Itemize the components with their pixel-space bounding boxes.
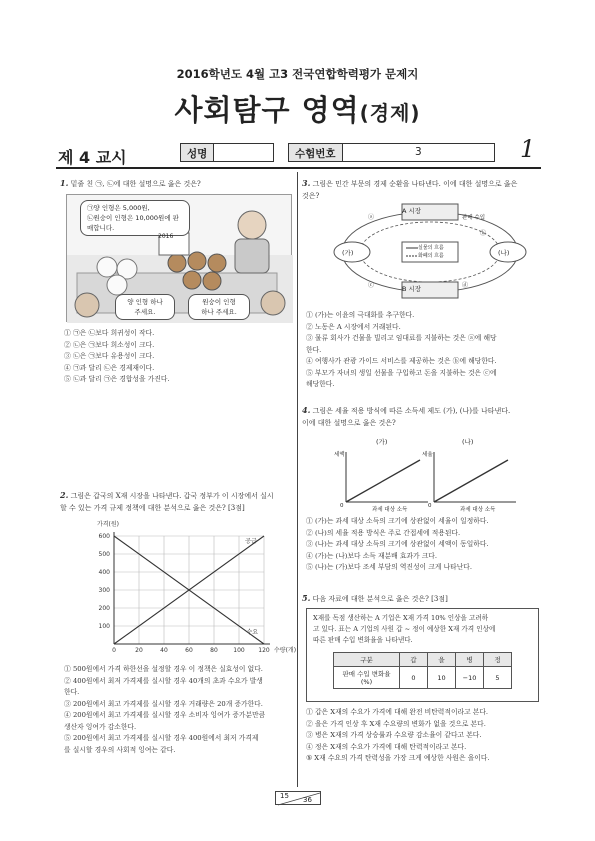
q1-options [64,328,170,386]
table-header-row [334,653,512,667]
q3-option[interactable]: ② 노동은 A 시장에서 거래된다. [306,322,401,331]
q4-graph-a-xlabel: 과세 대상 소득 [372,507,408,513]
q3-stem [302,178,542,202]
subject-main: 사회탐구 영역 [174,93,360,127]
q5-stem [302,593,542,606]
column-divider [297,172,298,787]
x-tick-label: 120 [258,647,270,654]
q2-stem [60,490,296,514]
session-label: 제 4 교시 [58,148,127,167]
q5-stem-text: 다음 자료에 대한 분석으로 옳은 것은? [3점] [312,595,448,603]
q2-option[interactable]: ③ 200원에서 최고 가격제를 실시할 경우 거래량은 20개 증가한다. [64,699,263,708]
q1-stem-text: 밑줄 친 ㉠, ㉡에 대한 설명으로 옳은 것은? [70,180,201,188]
q1-bubble-left-line-1: 양 인형 하나 [127,298,163,306]
q2-option-cont: 한다. [64,688,80,696]
x-tick-label: 40 [160,647,168,654]
q3-option[interactable]: ③ 물류 회사가 건물을 빌리고 임대료를 지불하는 것은 ⓐ에 해당 [306,334,497,342]
q1-bubble-left [115,294,175,320]
q4-graph-a-ylabel: 세액 [334,452,345,458]
table-header-cell: 구분 [334,653,400,667]
y-tick-label: 100 [98,623,110,630]
q3-label-b: ⓑ [480,230,487,237]
q1-option[interactable]: ③ ㉡은 ㉠보다 유용성이 크다. [64,352,155,360]
q1-bubble-right-line-1: 원숭이 인형 [202,298,236,306]
q4-graph-b-title: (나) [462,438,474,446]
q2-number: 2. [60,490,69,500]
q5-option[interactable]: ⑤ X재 수요의 가격 탄력성을 가장 크게 예상한 사원은 을이다. [306,754,490,762]
q3-label-a: ⓐ [368,214,375,221]
q4-option[interactable]: ② (나)의 세율 적용 방식은 주로 간접세에 적용된다. [306,528,461,537]
footer-total: 36 [303,796,312,804]
y-tick-label: 400 [98,569,110,576]
q4-option[interactable]: ① (가)는 과세 대상 소득의 크기에 상관없이 세율이 일정하다. [306,517,489,525]
table-row [334,667,512,689]
q2-option-cont: 를 실시할 경우의 사회적 잉여는 같다. [64,745,176,754]
q3-node-left: (가) [342,249,354,257]
q5-option[interactable]: ② 을은 가격 인상 후 X재 수요량의 변화가 없을 것으로 본다. [306,719,486,728]
x-tick-label: 60 [185,647,193,654]
table-cell: 10 [428,667,456,689]
footer-page: 15 [280,792,289,800]
q3-option-cont: 해당한다. [306,380,335,388]
q3-label-c: ⓒ [368,282,375,289]
y-tick-label: 600 [98,533,110,540]
q3-market-a: A 시장 [402,207,422,215]
q2-option[interactable]: ① 500원에서 가격 하한선을 설정할 경우 이 정책은 실효성이 없다. [64,665,263,673]
q2-stem-line-2: 할 수 있는 가격 규제 정책에 대한 분석으로 옳은 것은? [3점] [60,503,245,512]
q3-legend-goods: 실물의 흐름 [418,245,444,251]
q1-bubble-left-line-2: 주세요. [134,308,156,316]
q4-graph-a-origin: 0 [340,503,344,509]
q5-box-line-1: X재를 독점 생산하는 A 기업은 X재 가격 10% 인상을 고려하 [313,614,489,622]
q3-option[interactable]: ① (가)는 이윤의 극대화를 추구한다. [306,311,415,319]
q4-graph-b-origin: 0 [428,503,432,509]
exam-number-label: 수험번호 [289,144,343,161]
q3-node-right: (나) [498,249,510,257]
q1-bubble-right-line-2: 하나 주세요. [201,308,237,316]
q4-graph-b [428,448,518,508]
q4-graph-a-title: (가) [376,438,388,446]
exam-number-value: 3 [414,146,422,158]
q2-option[interactable]: ⑤ 200원에서 최고 가격제를 실시할 경우 400원에서 최저 가격제 [64,734,259,742]
exam-title: 2016학년도 4월 고3 전국연합학력평가 문제지 [176,67,419,81]
q3-number: 3. [302,178,311,188]
table-cell: −10 [456,667,484,689]
q2-option[interactable]: ② 400원에서 최저 가격제를 실시할 경우 40개의 초과 수요가 발생 [64,676,263,685]
table-cell: 0 [400,667,428,689]
q3-option-cont: 한다. [306,345,322,354]
y-tick-label: 300 [98,587,110,594]
page-number: 1 [520,135,536,163]
q4-option[interactable]: ③ (나)는 과세 대상 소득의 크기에 상관없이 세액이 동일하다. [306,540,489,548]
q3-stem-line-2: 것은? [302,191,320,200]
name-label: 성명 [181,144,214,161]
q1-option[interactable]: ① ㉠은 ㉡보다 희귀성이 작다. [64,329,155,337]
q2-option[interactable]: ④ 200원에서 최고 가격제를 실시할 경우 소비자 잉여가 증가분만큼 [64,711,266,719]
q3-market-b: B 시장 [402,285,422,293]
q2-stem-line-1: 그림은 갑국의 X재 시장을 나타낸다. 갑국 정부가 이 시장에서 실시 [70,492,274,500]
subject-sub: (경제) [359,101,421,125]
q1-year-sign: 2016 [158,233,174,240]
table-cell: 5 [484,667,512,689]
x-tick-label: 100 [233,647,245,654]
q1-bubble-right [188,294,250,320]
x-tick-label: 80 [210,647,218,654]
q5-option[interactable]: ④ 정은 X재의 수요가 가격에 대해 탄력적이라고 본다. [306,742,467,751]
q1-option[interactable]: ④ ㉠과 달리 ㉡은 경제재이다. [64,363,155,372]
y-axis-label: 가격(원) [96,521,120,528]
q4-graph-a [340,448,430,508]
q5-number: 5. [302,593,311,603]
q5-table [333,652,512,689]
series-label-demand: 수요 [246,629,259,637]
q4-graph-b-xlabel: 과세 대상 소득 [460,507,496,513]
q5-option[interactable]: ① 갑은 X재의 수요가 가격에 대해 완전 비탄력적이라고 본다. [306,708,489,716]
q4-option[interactable]: ⑤ (나)는 (가)보다 조세 부담의 역진성이 크게 나타난다. [306,563,473,571]
q1-option[interactable]: ⑤ ㉡과 달리 ㉠은 경합성을 가진다. [64,375,170,383]
q1-speech-line-2: ㉡원숭이 인형은 10,000원에 판매합니다. [87,214,179,232]
q2-supply-demand-chart [86,518,297,663]
series-label-supply: 공급 [245,538,257,546]
q1-number: 1. [60,178,69,188]
q4-stem-line-2: 이에 대한 설명으로 옳은 것은? [302,418,396,427]
q4-options [306,516,489,574]
exam-number-box [288,143,495,162]
page-footer [275,791,321,805]
q1-speech-bubble [80,200,190,236]
q3-option[interactable]: ④ 여행사가 관광 가이드 서비스를 제공하는 것은 ⓑ에 해당한다. [306,357,497,365]
table-header-cell: 병 [456,653,484,667]
q5-box-line-2: 고 있다. 표는 A 기업의 사원 갑 ~ 정이 예상한 X재 가격 인상에 [313,625,496,633]
q3-stem-line-1: 그림은 민간 부문의 경제 순환을 나타낸다. 이에 대한 설명으로 옳은 [312,180,518,188]
q4-graph-b-ylabel: 세율 [422,452,433,458]
q3-options [306,310,497,391]
q5-box-line-3: 따른 판매 수입 변화율을 나타낸다. [313,636,413,644]
name-value [214,144,273,161]
q4-number: 4. [302,405,311,415]
q5-options [306,707,490,765]
y-tick-label: 500 [98,551,110,558]
q1-speech-line-1: ㉠양 인형은 5,000원, [87,204,150,212]
q3-sales-revenue: 판매 수입 [462,215,486,221]
q3-legend-money: 화폐의 흐름 [418,253,444,259]
table-header-cell: 정 [484,653,512,667]
q1-stem [60,178,292,191]
header-rule [56,167,541,169]
q5-data-box [306,608,539,702]
q5-option[interactable]: ③ 병은 X재의 가격 상승률과 수요량 감소율이 같다고 본다. [306,731,482,739]
q4-stem [302,405,542,429]
table-header-cell: 갑 [400,653,428,667]
q3-label-d: ⓓ [462,282,469,289]
q2-option-cont: 생산자 잉여가 감소한다. [64,722,137,731]
table-header-cell: 을 [428,653,456,667]
q3-option[interactable]: ⑤ 부모가 자녀의 생일 선물을 구입하고 돈을 지불하는 것은 ⓒ에 [306,368,497,377]
q2-options [64,664,265,756]
q1-option[interactable]: ② ㉡은 ㉠보다 희소성이 크다. [64,340,155,349]
q4-stem-line-1: 그림은 세율 적용 방식에 따른 소득세 제도 (가), (나)를 나타낸다. [312,407,511,415]
y-tick-label: 200 [98,605,110,612]
x-tick-label: 20 [135,647,143,654]
name-box [180,143,274,162]
x-axis-label: 수량(개) [274,647,297,654]
x-tick-label: 0 [112,647,116,654]
q3-legend [418,244,444,260]
q4-option[interactable]: ④ (가)는 (나)보다 소득 재분배 효과가 크다. [306,551,438,560]
subject-title [0,88,595,129]
table-cell: 판매 수입 변화율(%) [334,667,400,689]
